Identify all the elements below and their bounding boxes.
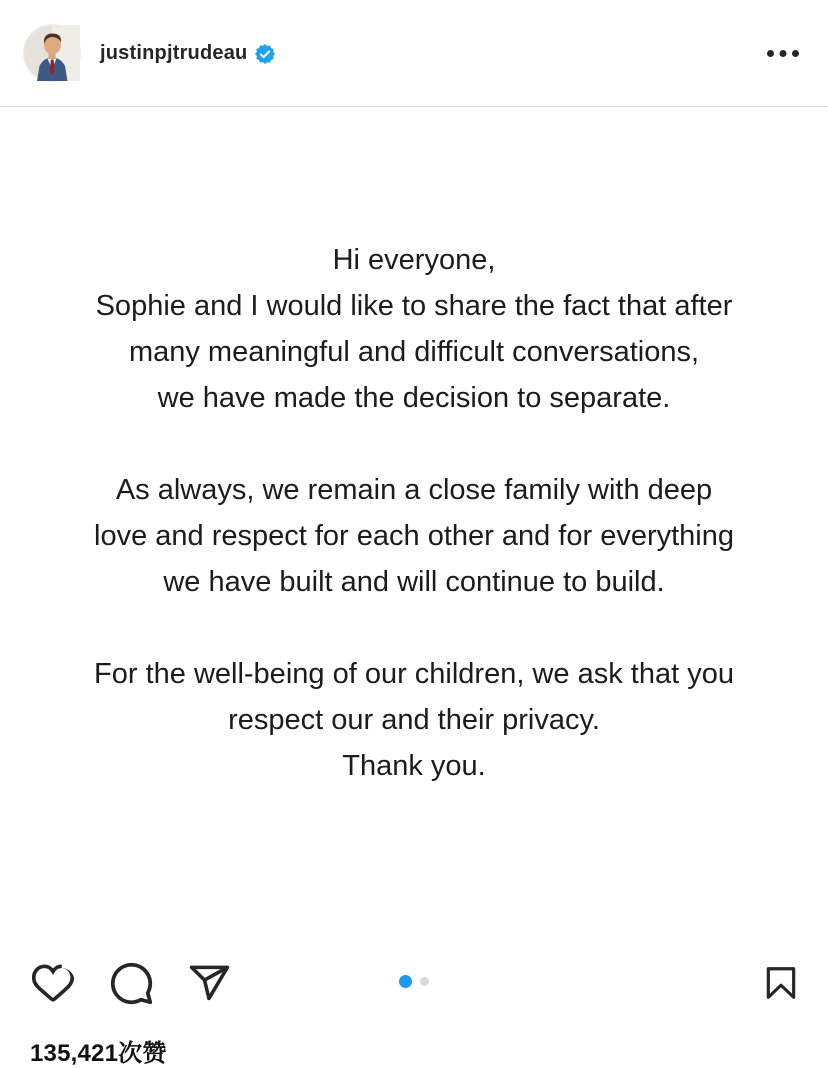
avatar[interactable]: [24, 25, 80, 81]
user-line: [100, 42, 275, 65]
post-image-slide[interactable]: [0, 107, 828, 945]
comment-bubble-icon: [109, 961, 154, 1006]
save-button[interactable]: [762, 961, 800, 1005]
bookmark-icon: [762, 961, 800, 1005]
ellipsis-icon: [766, 49, 800, 58]
avatar-photo: [24, 25, 80, 81]
statement-line: love and respect for each other and for everything: [94, 520, 734, 552]
statement-paragraph: [24, 651, 804, 789]
statement-line: For the well-being of our children, we ask that you: [94, 658, 734, 690]
statement-line: respect our and their privacy.: [228, 704, 600, 736]
verified-badge-icon: [255, 44, 275, 64]
action-bar: [0, 945, 828, 1007]
statement-text: [0, 237, 828, 789]
left-actions: [30, 961, 232, 1006]
like-button[interactable]: [30, 961, 76, 1005]
statement-line: many meaningful and difficult conversations,: [128, 336, 700, 368]
statement-line: Hi everyone,: [332, 244, 496, 276]
statement-line: we have made the decision to separate.: [157, 382, 671, 414]
carousel-dot-active: [399, 975, 412, 988]
like-count[interactable]: 135,421次赞: [30, 1040, 167, 1067]
share-button[interactable]: [187, 962, 232, 1005]
heart-icon: [30, 961, 76, 1005]
username[interactable]: justinpjtrudeau: [100, 41, 248, 64]
statement-line: Sophie and I would like to share the fact that after: [95, 290, 733, 322]
more-options-button[interactable]: [766, 43, 800, 64]
carousel-dot: [420, 977, 429, 986]
statement-line: Thank you.: [342, 750, 486, 782]
comment-button[interactable]: [109, 961, 154, 1006]
statement-paragraph: [24, 237, 804, 421]
statement-line: we have built and will continue to build.: [163, 566, 665, 598]
carousel-pagination: [399, 975, 429, 988]
statement-line: As always, we remain a close family with deep: [115, 474, 713, 506]
paper-plane-icon: [187, 962, 232, 1005]
post-header: [0, 0, 828, 106]
statement-paragraph: [24, 467, 804, 605]
